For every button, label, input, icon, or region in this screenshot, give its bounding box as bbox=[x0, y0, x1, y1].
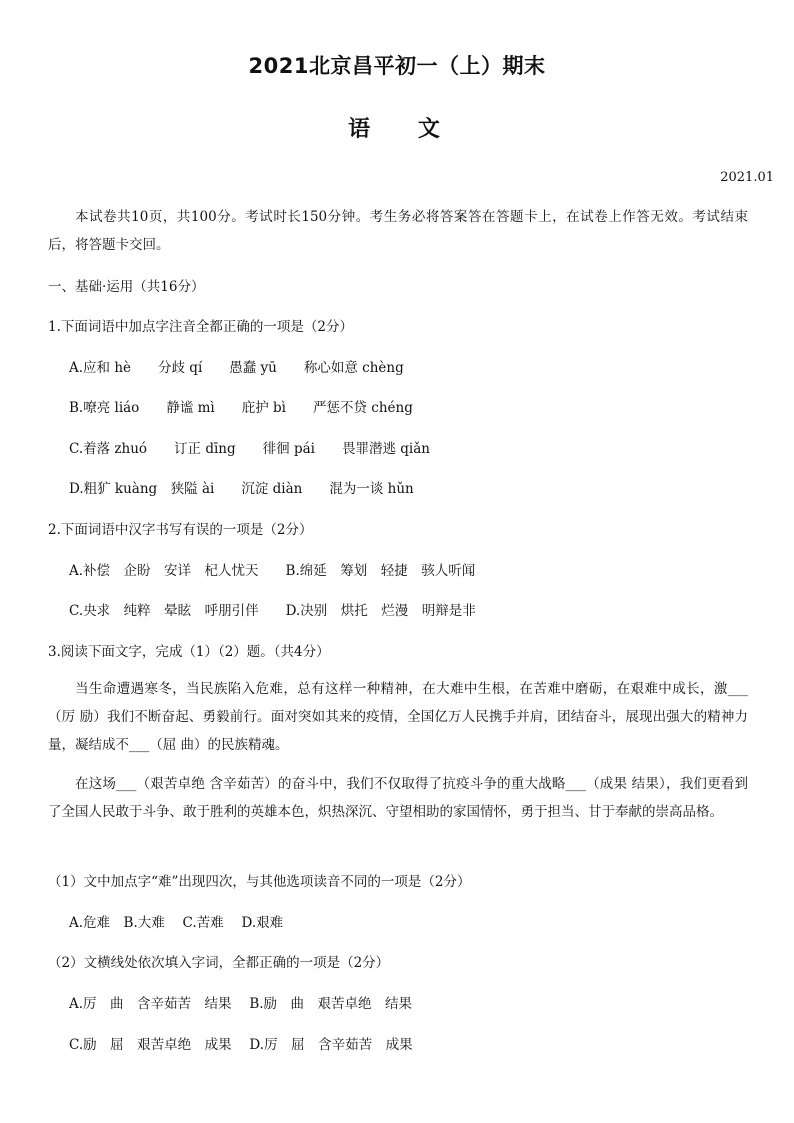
intro-paragraph: 本试卷共10页，共100分。考试时长150分钟。考生务必将答案答在答题卡上，在试卷上作答无效。考试结束后，将答题卡交回。 bbox=[48, 209, 748, 253]
question-3-stem: 3.阅读下面文字，完成（1）（2）题。（共4分） bbox=[48, 644, 330, 660]
question-3-sub-2-options-cd: C.励 屈 艰苦卓绝 成果 D.厉 屈 含辛茹苦 成果 bbox=[69, 1037, 413, 1053]
section-heading: 一、基础·运用（共16分） bbox=[48, 279, 205, 295]
question-3-sub-1-options: A.危难 B.大难 C.苦难 D.艰难 bbox=[69, 915, 284, 931]
question-1-option-b: B.嘹亮 liáo 静谧 mì 庇护 bì 严惩不贷 chéng bbox=[69, 400, 413, 416]
exam-title: 2021北京昌平初一（上）期末 bbox=[248, 54, 546, 78]
question-2-options-cd: C.央求 纯粹 晕眩 呼朋引伴 D.决别 烘托 烂漫 明辩是非 bbox=[69, 603, 476, 619]
question-3-sub-2-options-ab: A.厉 曲 含辛茹苦 结果 B.励 曲 艰苦卓绝 结果 bbox=[69, 996, 413, 1012]
question-2-stem: 2.下面词语中汉字书写有误的一项是（2分） bbox=[48, 522, 313, 538]
question-1-option-c: C.着落 zhuó 订正 dīng 徘徊 pái 畏罪潜逃 qiǎn bbox=[69, 441, 430, 457]
question-3-sub-1: （1）文中加点字“难”出现四次，与其他选项读音不同的一项是（2分） bbox=[48, 874, 471, 890]
subject-text: 语 文 bbox=[348, 117, 446, 142]
question-1-stem: 1.下面词语中加点字注音全都正确的一项是（2分） bbox=[48, 319, 353, 335]
question-2-options-ab: A.补偿 企盼 安详 杞人忧天 B.绵延 筹划 轻捷 骇人听闻 bbox=[69, 563, 476, 579]
question-3-sub-2: （2）文横线处依次填入字词，全都正确的一项是（2分） bbox=[48, 955, 390, 971]
question-1-option-a: A.应和 hè 分歧 qí 愚蠢 yū 称心如意 chèng bbox=[69, 360, 404, 376]
reading-paragraph-2: 在这场___（艰苦卓绝 含辛茹苦）的奋斗中，我们不仅取得了抗疫斗争的重大战略___（成果 结果），我们更看到了全国人民敢于斗争、敢于胜利的英雄本色，炽热深沉、守望相助的家国情怀，勇于担当、甘于奉献的崇高品格。 bbox=[48, 776, 748, 820]
question-1-option-d: D.粗犷 kuàng 狭隘 ài 沉淀 diàn 混为一谈 hǔn bbox=[69, 481, 414, 497]
exam-date: 2021.01 bbox=[720, 170, 774, 185]
reading-paragraph-1: 当生命遭遇寒冬，当民族陷入危难，总有这样一种精神，在大难中生根，在苦难中磨砺，在艰难中成长，激___（厉 励）我们不断奋起、勇毅前行。面对突如其来的疫情，全国亿万人民携手并肩，团结奋斗，展现出强大的精神力量，凝结成不___（屈 曲）的民族精魂。 bbox=[48, 681, 748, 753]
subject-title bbox=[0, 112, 794, 143]
